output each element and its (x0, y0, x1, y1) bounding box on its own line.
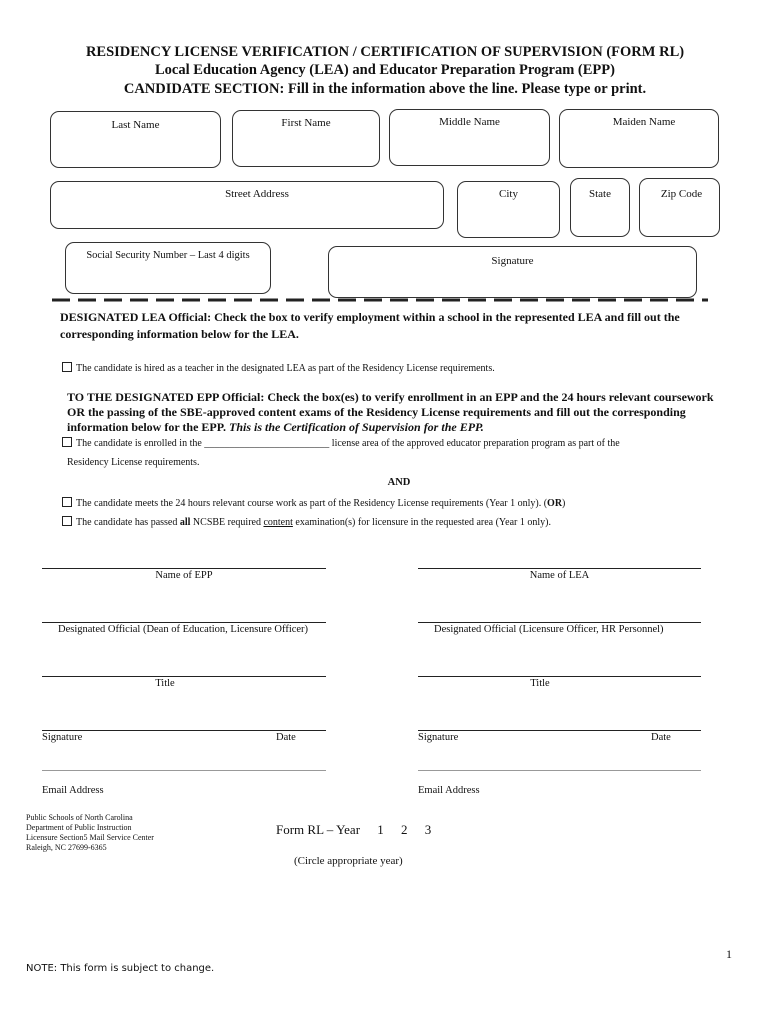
street-address-label: Street Address (225, 188, 289, 200)
and-separator: AND (387, 477, 411, 488)
form-subtitle: Local Education Agency (LEA) and Educator Preparation Program (EPP) (155, 62, 615, 78)
lea-heading-bold: DESIGNATED LEA Official (60, 310, 208, 324)
lea-date-label: Date (651, 732, 671, 743)
zip-code-label: Zip Code (660, 188, 703, 200)
section-divider (52, 298, 708, 302)
epp-date-label: Date (276, 732, 296, 743)
form-year-selector (276, 822, 431, 838)
exam-option[interactable] (62, 516, 551, 528)
epp-email-label: Email Address (42, 785, 104, 796)
epp-signature-line[interactable] (42, 730, 326, 731)
year-option-1[interactable]: 1 (377, 822, 384, 837)
lea-signature-label: Signature (418, 732, 459, 743)
address-line: Licensure Section5 Mail Service Center (26, 833, 154, 842)
lea-hired-checkbox[interactable] (62, 362, 72, 372)
epp-heading-italic: This is the Certification of Supervision for the EPP. (229, 420, 484, 434)
street-address-field[interactable] (50, 181, 444, 229)
epp-official-line[interactable] (42, 622, 326, 623)
ssn-field[interactable] (65, 242, 271, 294)
exam-label-content: content (263, 517, 293, 528)
address-line: Public Schools of North Carolina (26, 813, 133, 822)
epp-title-label: Title (155, 678, 175, 689)
lea-name-label: Name of LEA (529, 570, 590, 581)
middle-name-field[interactable] (389, 109, 550, 166)
coursework-checkbox[interactable] (62, 497, 72, 507)
epp-signature-label: Signature (42, 732, 83, 743)
lea-email-line[interactable] (418, 770, 701, 771)
city-field[interactable] (457, 181, 560, 238)
exam-label-all: all (179, 517, 191, 528)
candidate-section-heading: CANDIDATE SECTION: Fill in the information above the line. Please type or print. (123, 81, 647, 97)
year-option-3[interactable]: 3 (424, 822, 432, 837)
page-number: 1 (726, 947, 732, 961)
form-title: RESIDENCY LICENSE VERIFICATION / CERTIFICATION OF SUPERVISION (FORM RL) (85, 44, 685, 60)
candidate-signature-label: Signature (491, 255, 534, 267)
maiden-name-label: Maiden Name (612, 116, 676, 128)
license-area-blank[interactable]: _________________________ (204, 438, 330, 449)
epp-enrolled-text-1: The candidate is enrolled in the (76, 438, 202, 449)
lea-signature-line[interactable] (418, 730, 701, 731)
epp-heading: TO THE DESIGNATED EPP Official: Check the box(es) to verify enrollment in an EPP and the 24 hours relevant coursework OR the passing of the SBE-approved content exams of the Residency License requirements and fill out the corresponding information below for the EPP. (67, 390, 714, 434)
middle-name-label: Middle Name (439, 116, 500, 128)
coursework-end: ) (562, 498, 566, 509)
coursework-option[interactable] (62, 497, 565, 509)
lea-hired-option[interactable] (62, 362, 495, 374)
lea-official-line[interactable] (418, 622, 701, 623)
epp-official-label: Designated Official (Dean of Education, Licensure Officer) (58, 624, 309, 635)
zip-code-field[interactable] (639, 178, 720, 237)
epp-enrolled-option[interactable] (62, 437, 722, 449)
year-option-2[interactable]: 2 (401, 822, 408, 837)
exam-label-3: examination(s) for licensure in the requested area (Year 1 only). (295, 517, 551, 528)
epp-enrolled-text-3: Residency License requirements. (67, 457, 200, 468)
epp-enrolled-text-2: license area of the approved educator preparation program as part of the (331, 438, 620, 449)
lea-email-label: Email Address (418, 785, 480, 796)
ssn-label: Social Security Number – Last 4 digits (86, 250, 250, 261)
lea-official-label: Designated Official (Licensure Officer, HR Personnel) (434, 624, 664, 635)
epp-name-label: Name of EPP (155, 570, 213, 581)
candidate-signature-field[interactable] (328, 246, 697, 298)
lea-title-line[interactable] (418, 676, 701, 677)
agency-address (26, 813, 154, 853)
epp-email-line[interactable] (42, 770, 326, 771)
last-name-label: Last Name (111, 119, 160, 131)
lea-instructions (60, 309, 710, 342)
exam-label-2: NCSBE required (192, 517, 261, 528)
coursework-label: The candidate meets the 24 hours relevant course work as part of the Residency License requirements (Year 1 only). ( (76, 498, 548, 509)
epp-name-line[interactable] (42, 568, 326, 569)
coursework-or: OR (547, 498, 563, 509)
lea-name-line[interactable] (418, 568, 701, 569)
city-label: City (499, 188, 518, 200)
lea-heading-text: : Check the box to verify employment within a school in the represented LEA and fill out the corresponding information below for the LEA. (60, 310, 680, 341)
address-line: Department of Public Instruction (26, 823, 132, 832)
lea-hired-label: The candidate is hired as a teacher in the designated LEA as part of the Residency License requirements. (76, 363, 495, 374)
address-line: Raleigh, NC 27699-6365 (26, 843, 107, 852)
form-year-label: Form RL – Year (276, 822, 361, 837)
exam-checkbox[interactable] (62, 516, 72, 526)
maiden-name-field[interactable] (559, 109, 719, 168)
epp-enrolled-checkbox[interactable] (62, 437, 72, 447)
state-field[interactable] (570, 178, 630, 237)
exam-label-1: The candidate has passed (76, 517, 178, 528)
last-name-field[interactable] (50, 111, 221, 168)
lea-title-label: Title (530, 678, 550, 689)
first-name-field[interactable] (232, 110, 380, 167)
state-label: State (589, 188, 611, 200)
change-notice: NOTE: This form is subject to change. (26, 963, 215, 974)
first-name-label: First Name (281, 117, 331, 129)
epp-title-line[interactable] (42, 676, 326, 677)
circle-year-note: (Circle appropriate year) (294, 855, 403, 867)
epp-instructions (67, 390, 717, 435)
